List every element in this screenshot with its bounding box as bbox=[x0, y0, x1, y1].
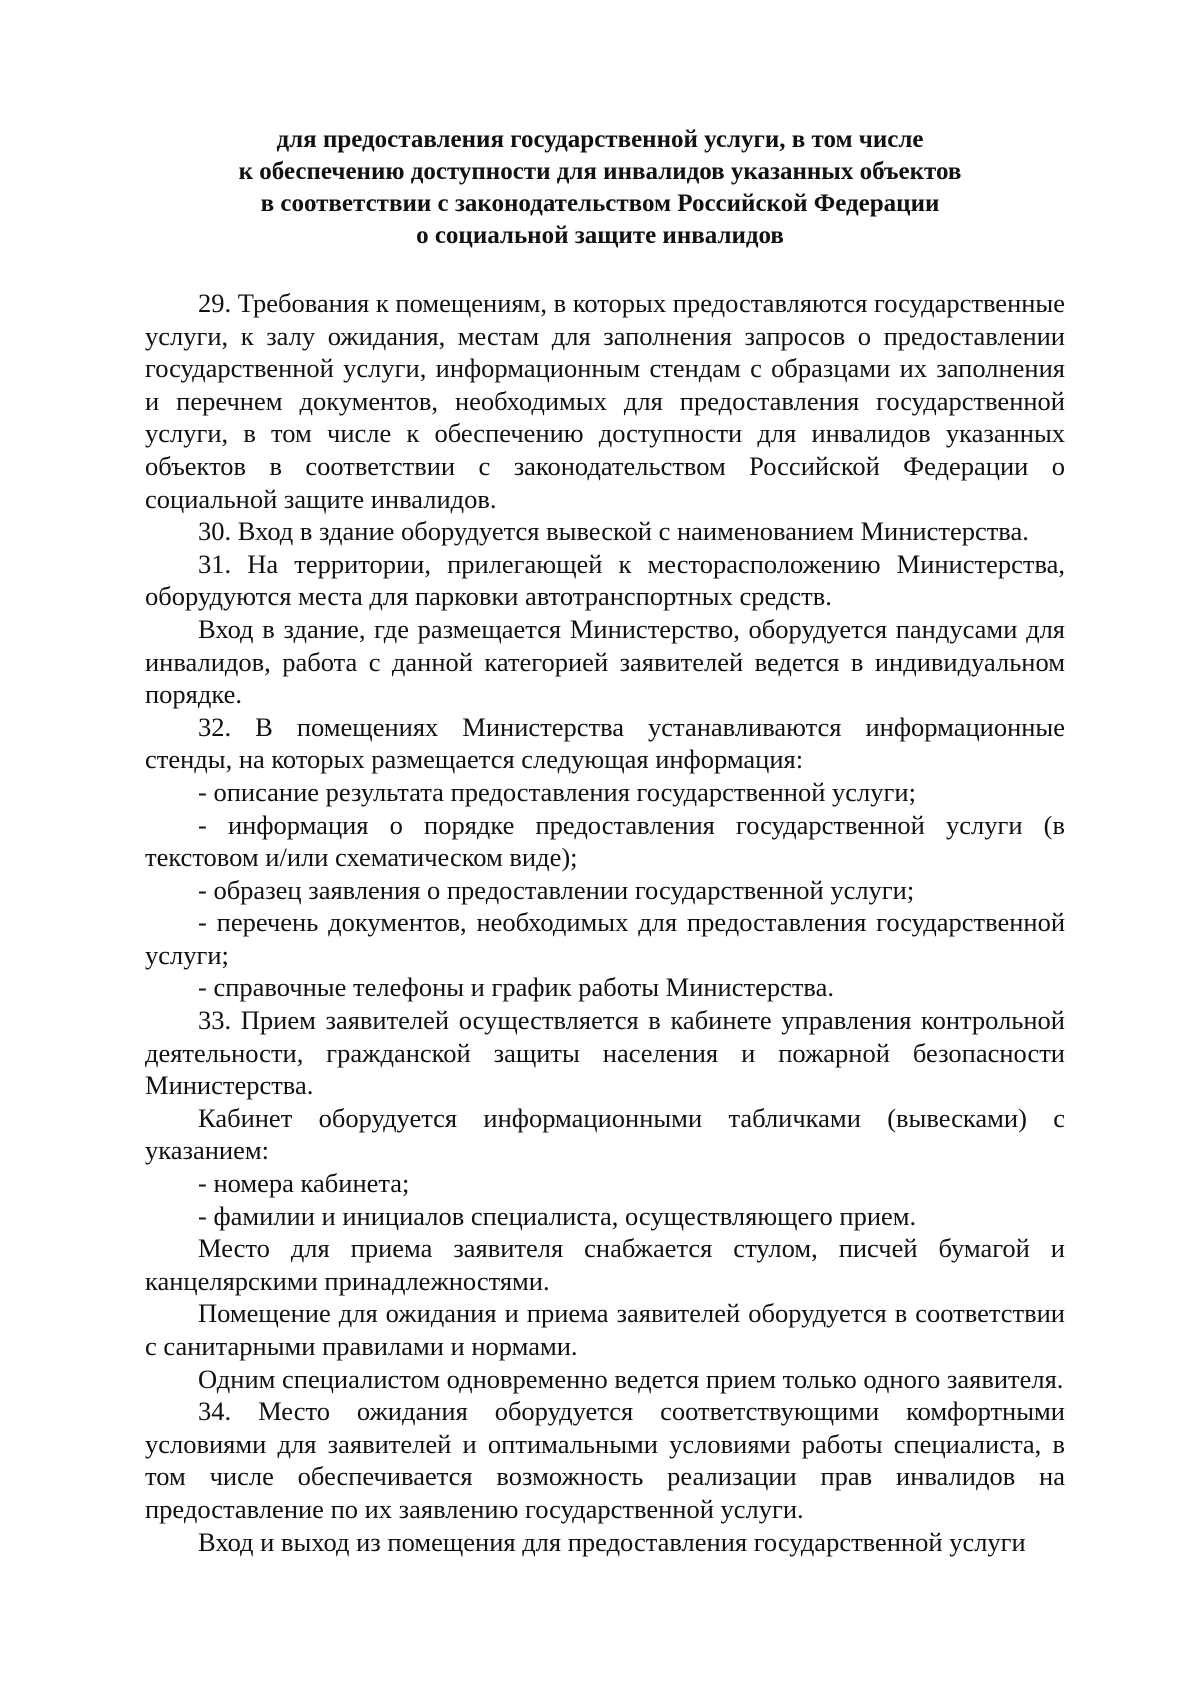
list-item: - информация о порядке предоставления государственной услуги (в текстовом и/или схематическом виде); bbox=[145, 809, 1065, 873]
paragraph: Помещение для ожидания и приема заявителей оборудуется в соответствии с санитарными правилами и нормами. bbox=[145, 1298, 1065, 1361]
paragraph-33: 33. Прием заявителей осуществляется в кабинете управления контрольной деятельности, гражданской защиты населения и пожарной безопасности Министерства. bbox=[145, 1005, 1065, 1101]
paragraph: Вход и выход из помещения для предоставления государственной услуги bbox=[198, 1526, 1026, 1557]
paragraph: Одним специалистом одновременно ведется прием только одного заявителя. bbox=[198, 1363, 1064, 1394]
paragraph: Место для приема заявителя снабжается стулом, писчей бумагой и канцелярскими принадлежностями. bbox=[145, 1233, 1065, 1296]
paragraph-32: 32. В помещениях Министерства устанавливаются информационные стенды, на которых размещается следующая информация: bbox=[145, 711, 1065, 775]
paragraph-30: 30. Вход в здание оборудуется вывеской с наименованием Министерства. bbox=[198, 516, 1029, 547]
list-item: - справочные телефоны и график работы Министерства. bbox=[198, 972, 834, 1003]
list-item: - перечень документов, необходимых для предоставления государственной услуги; bbox=[145, 907, 1065, 970]
paragraph: Вход в здание, где размещается Министерство, оборудуется пандусами для инвалидов, работа с данной категорией заявителей ведется в индивидуальном порядке. bbox=[145, 613, 1065, 710]
heading-line: в соответствии с законодательством Российской Федерации bbox=[260, 190, 940, 217]
list-item: - образец заявления о предоставлении государственной услуги; bbox=[198, 874, 915, 905]
heading-line: для предоставления государственной услуги, в том числе bbox=[276, 126, 924, 153]
paragraph-31: 31. На территории, прилегающей к месторасположению Министерства, оборудуются места для парковки автотранспортных средств. bbox=[145, 548, 1065, 612]
list-item: - фамилии и инициалов специалиста, осуществляющего прием. bbox=[198, 1200, 917, 1231]
list-item: - номера кабинета; bbox=[198, 1168, 410, 1199]
section-heading bbox=[130, 124, 1070, 252]
heading-line: о социальной защите инвалидов bbox=[416, 222, 784, 249]
heading-line: к обеспечению доступности для инвалидов указанных объектов bbox=[238, 158, 962, 185]
paragraph-34: 34. Место ожидания оборудуется соответствующими комфортными условиями для заявителей и оптимальными условиями работы специалиста, в том числе обеспечивается возможность реализации прав инвалидов на предоставление по их заявлению государственной услуги. bbox=[145, 1396, 1065, 1524]
document-body bbox=[145, 287, 1065, 1558]
paragraph: Кабинет оборудуется информационными табличками (вывесками) с указанием: bbox=[145, 1102, 1065, 1166]
list-item: - описание результата предоставления государственной услуги; bbox=[198, 776, 916, 807]
paragraph-29: 29. Требования к помещениям, в которых предоставляются государственные услуги, к залу ожидания, местам для заполнения запросов о предоставлении государственной услуги, информационным стендам с образцами их заполнения и перечнем документов, необходимых для предоставления государственной услуги, в том числе к обеспечению доступности для инвалидов указанных объектов в соответствии с законодательством Российской Федерации о социальной защите инвалидов. bbox=[145, 288, 1065, 514]
